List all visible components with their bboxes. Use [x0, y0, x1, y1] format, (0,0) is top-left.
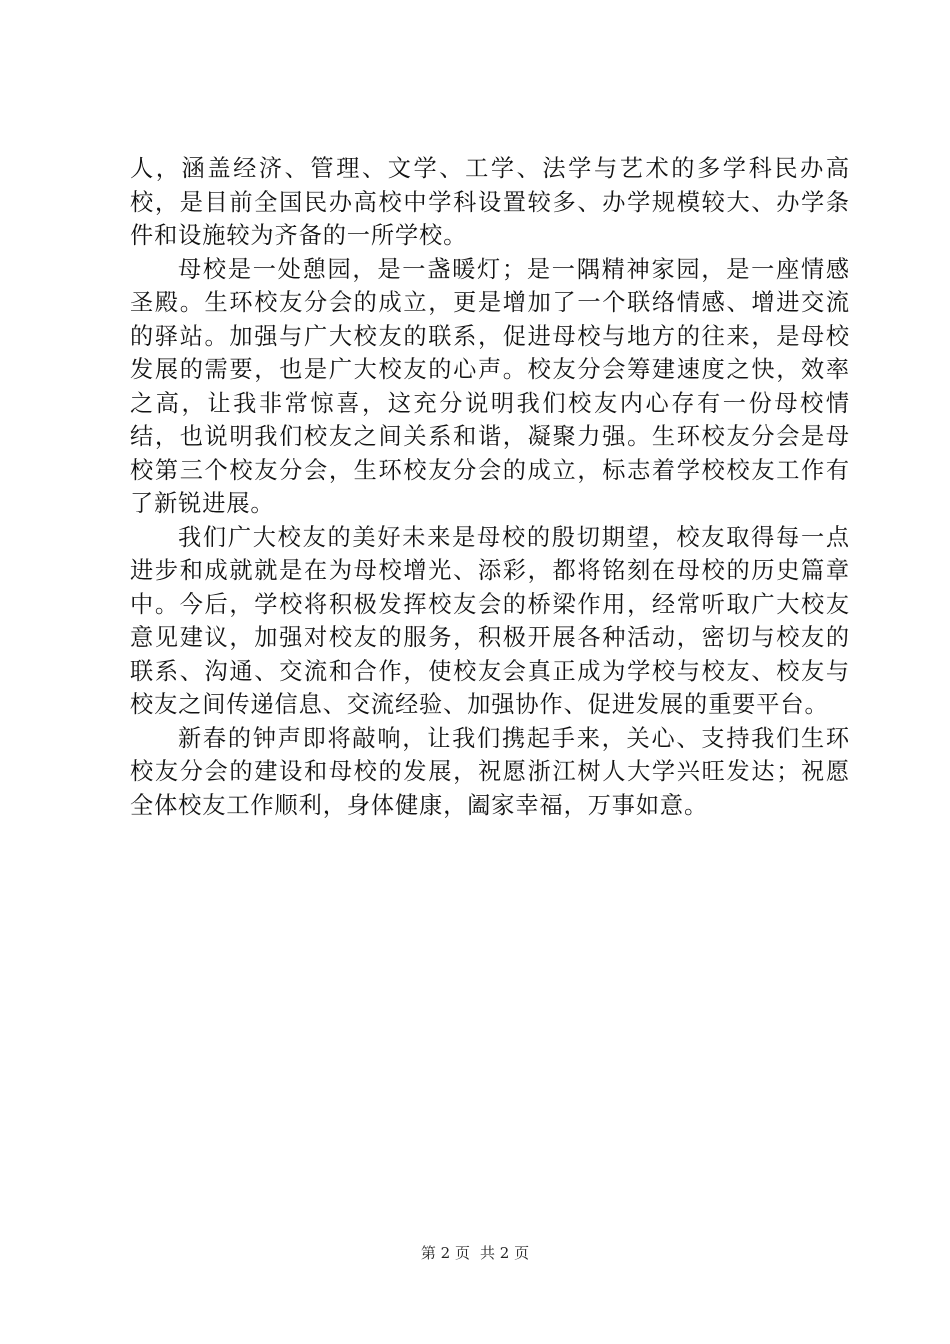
page-footer [0, 1243, 950, 1263]
document-body [130, 152, 850, 822]
page-total: 共 2 页 [480, 1244, 530, 1262]
paragraph-alma-mater: 母校是一处憩园，是一盏暖灯；是一隅精神家园，是一座情感圣殿。生环校友分会的成立，更是增加了一个联络情感、增进交流的驿站。加强与广大校友的联系，促进母校与地方的往来，是母校发展的需要，也是广大校友的心声。校友分会筹建速度之快，效率之高，让我非常惊喜，这充分说明我们校友内心存有一份母校情结，也说明我们校友之间关系和谐，凝聚力强。生环校友分会是母校第三个校友分会，生环校友分会的成立，标志着学校校友工作有了新锐进展。 [130, 255, 850, 517]
page-number: 第 2 页 [420, 1244, 470, 1262]
paragraph-future: 我们广大校友的美好未来是母校的殷切期望，校友取得每一点进步和成就就是在为母校增光、添彩，都将铭刻在母校的历史篇章中。今后，学校将积极发挥校友会的桥梁作用，经常听取广大校友意见建议，加强对校友的服务，积极开展各种活动，密切与校友的联系、沟通、交流和合作，使校友会真正成为学校与校友、校友与校友之间传递信息、交流经验、加强协作、促进发展的重要平台。 [130, 523, 850, 718]
paragraph-continuation: 人，涵盖经济、管理、文学、工学、法学与艺术的多学科民办高校，是目前全国民办高校中学科设置较多、办学规模较大、办学条件和设施较为齐备的一所学校。 [130, 155, 850, 249]
paragraph-new-year-wishes: 新春的钟声即将敲响，让我们携起手来，关心、支持我们生环校友分会的建设和母校的发展，祝愿浙江树人大学兴旺发达；祝愿全体校友工作顺利，身体健康，阖家幸福，万事如意。 [130, 724, 850, 819]
